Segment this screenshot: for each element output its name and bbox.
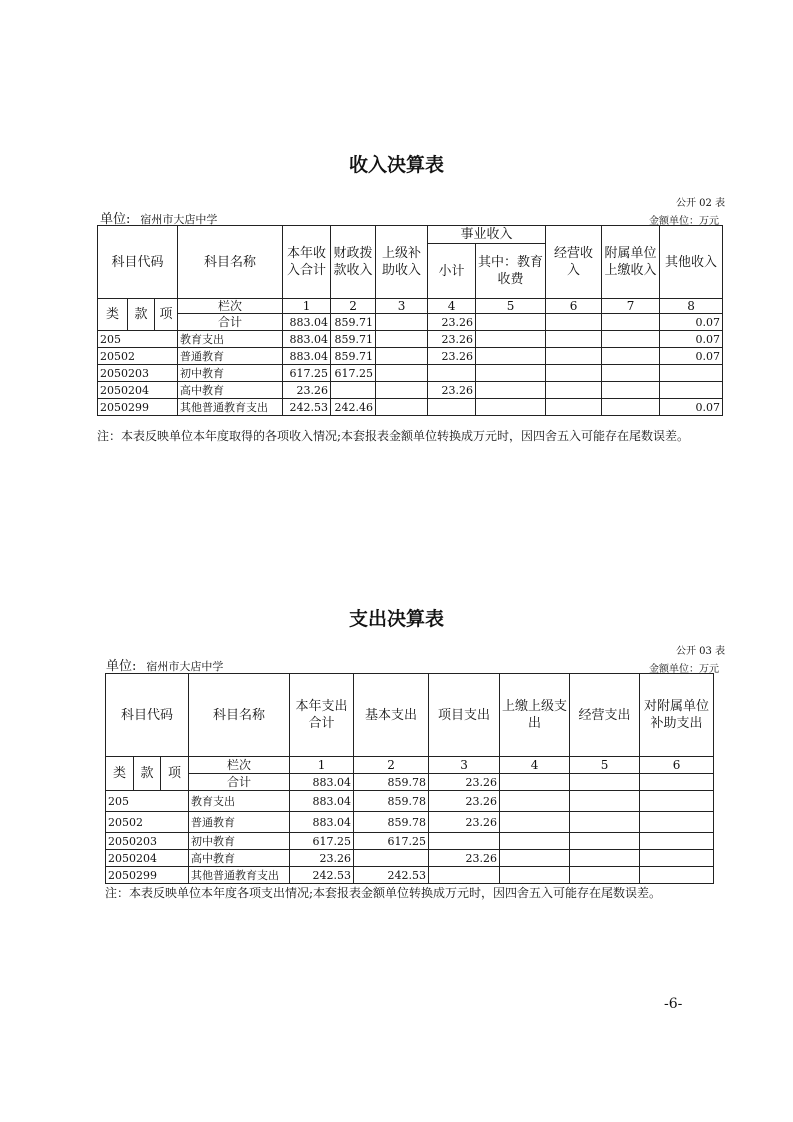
- income-unit-value: 宿州市大店中学: [140, 213, 218, 226]
- row-cell: [354, 850, 429, 867]
- row-cell: 242.46: [331, 399, 376, 416]
- row-cell: [546, 331, 602, 348]
- row-name: 初中教育: [178, 365, 283, 382]
- expense-sum-cell: [640, 774, 714, 791]
- row-cell: 883.04: [290, 791, 354, 812]
- expense-col-number: 4: [500, 757, 570, 774]
- row-cell: [570, 833, 640, 850]
- expense-header-upper: 上缴上级支出: [500, 674, 570, 757]
- row-cell: [570, 867, 640, 884]
- expense-col-number: 3: [429, 757, 500, 774]
- table-row: [98, 331, 723, 348]
- row-code: 205: [98, 331, 178, 348]
- income-title: 收入决算表: [348, 154, 444, 176]
- row-cell: 23.26: [283, 382, 331, 399]
- row-cell: [376, 399, 428, 416]
- expense-amount-unit: 金额单位：万元: [649, 664, 719, 675]
- expense-sum-cell: 23.26: [429, 774, 500, 791]
- expense-sum-cell: [500, 774, 570, 791]
- row-cell: [640, 791, 714, 812]
- row-cell: [602, 348, 660, 365]
- row-code: 205: [106, 791, 189, 812]
- row-cell: [428, 399, 476, 416]
- row-cell: [546, 348, 602, 365]
- expense-col-number: 2: [354, 757, 429, 774]
- row-cell: 23.26: [428, 382, 476, 399]
- row-cell: [476, 348, 546, 365]
- row-cell: 859.71: [331, 331, 376, 348]
- row-cell: 617.25: [290, 833, 354, 850]
- row-cell: [429, 867, 500, 884]
- income-col-number: 1: [283, 299, 331, 314]
- row-cell: [640, 833, 714, 850]
- expense-sum-cell: 859.78: [354, 774, 429, 791]
- row-cell: [602, 382, 660, 399]
- income-sum-cell: [602, 314, 660, 331]
- row-cell: [500, 850, 570, 867]
- expense-header-xiang: 项: [161, 757, 189, 791]
- income-amount-unit: 金额单位：万元: [649, 216, 719, 227]
- income-column-no-label: 栏次: [178, 299, 283, 314]
- expense-sum-cell: 883.04: [290, 774, 354, 791]
- row-code: 2050203: [106, 833, 189, 850]
- row-cell: [660, 382, 723, 399]
- income-col-number: 2: [331, 299, 376, 314]
- income-sum-cell: [376, 314, 428, 331]
- income-table: [97, 225, 723, 416]
- row-cell: [640, 812, 714, 833]
- row-cell: 859.78: [354, 812, 429, 833]
- income-col-number: 5: [476, 299, 546, 314]
- row-name: 其他普通教育支出: [189, 867, 290, 884]
- income-sum-cell: [546, 314, 602, 331]
- row-name: 教育支出: [189, 791, 290, 812]
- expense-header-name: 科目名称: [189, 674, 290, 757]
- income-sum-cell: 0.07: [660, 314, 723, 331]
- income-header-edu-fee: 其中：教育收费: [476, 244, 546, 299]
- expense-unit-value: 宿州市大店中学: [146, 660, 224, 673]
- table-row: [98, 382, 723, 399]
- expense-table-no: 公开 03 表: [676, 646, 726, 657]
- income-col-number: 8: [660, 299, 723, 314]
- row-cell: [546, 365, 602, 382]
- row-cell: [660, 365, 723, 382]
- row-name: 高中教育: [178, 382, 283, 399]
- expense-header-lei: 类: [106, 757, 134, 791]
- row-cell: 617.25: [331, 365, 376, 382]
- row-name: 教育支出: [178, 331, 283, 348]
- expense-header-operating: 经营支出: [570, 674, 640, 757]
- row-code: 2050204: [98, 382, 178, 399]
- row-cell: [500, 791, 570, 812]
- row-cell: 23.26: [429, 812, 500, 833]
- row-cell: 242.53: [354, 867, 429, 884]
- row-cell: [500, 812, 570, 833]
- income-header-subsidy: 上级补助收入: [376, 226, 428, 299]
- expense-header-total: 本年支出合计: [290, 674, 354, 757]
- income-sum-label: 合计: [178, 314, 283, 331]
- row-cell: 23.26: [429, 850, 500, 867]
- income-header-business: 事业收入: [428, 226, 546, 244]
- row-name: 其他普通教育支出: [178, 399, 283, 416]
- expense-note: 注：本表反映单位本年度各项支出情况;本套报表金额单位转换成万元时，因四舍五入可能存在尾数误差。: [105, 886, 662, 900]
- income-col-number: 7: [602, 299, 660, 314]
- row-cell: 242.53: [290, 867, 354, 884]
- row-cell: [602, 331, 660, 348]
- income-table-no: 公开 02 表: [676, 198, 726, 209]
- expense-title: 支出决算表: [348, 608, 444, 630]
- expense-table: [105, 673, 714, 884]
- income-header-affiliated: 附属单位上缴收入: [602, 226, 660, 299]
- income-sum-cell: 859.71: [331, 314, 376, 331]
- income-header-other: 其他收入: [660, 226, 723, 299]
- row-cell: 883.04: [290, 812, 354, 833]
- row-code: 2050299: [106, 867, 189, 884]
- row-name: 高中教育: [189, 850, 290, 867]
- table-row: [106, 850, 714, 867]
- row-cell: [376, 331, 428, 348]
- table-row: [98, 348, 723, 365]
- income-header-subtotal: 小计: [428, 244, 476, 299]
- row-cell: [376, 348, 428, 365]
- row-cell: [476, 399, 546, 416]
- row-cell: [376, 382, 428, 399]
- income-header-lei: 类: [98, 299, 128, 331]
- row-code: 20502: [106, 812, 189, 833]
- income-sum-cell: 883.04: [283, 314, 331, 331]
- row-cell: 0.07: [660, 399, 723, 416]
- expense-sum-label: 合计: [189, 774, 290, 791]
- page-number: -6-: [664, 996, 683, 1012]
- expense-unit-label: 单位:: [106, 659, 137, 674]
- row-cell: 859.71: [331, 348, 376, 365]
- row-cell: 242.53: [283, 399, 331, 416]
- row-cell: [376, 365, 428, 382]
- row-code: 2050204: [106, 850, 189, 867]
- expense-header-basic: 基本支出: [354, 674, 429, 757]
- expense-col-number: 6: [640, 757, 714, 774]
- row-code: 2050299: [98, 399, 178, 416]
- income-header-code: 科目代码: [98, 226, 178, 299]
- row-cell: [570, 812, 640, 833]
- row-cell: 617.25: [283, 365, 331, 382]
- expense-column-no-label: 栏次: [189, 757, 290, 774]
- row-name: 初中教育: [189, 833, 290, 850]
- row-cell: [476, 331, 546, 348]
- expense-header-kuan: 款: [134, 757, 161, 791]
- income-sum-cell: 23.26: [428, 314, 476, 331]
- row-name: 普通教育: [178, 348, 283, 365]
- expense-sum-cell: [570, 774, 640, 791]
- income-col-number: 6: [546, 299, 602, 314]
- row-cell: [640, 867, 714, 884]
- row-name: 普通教育: [189, 812, 290, 833]
- row-cell: 0.07: [660, 348, 723, 365]
- row-cell: [640, 850, 714, 867]
- row-cell: [570, 850, 640, 867]
- row-cell: 23.26: [428, 331, 476, 348]
- table-row: [98, 399, 723, 416]
- row-cell: 883.04: [283, 331, 331, 348]
- row-cell: [331, 382, 376, 399]
- row-cell: 23.26: [428, 348, 476, 365]
- income-header-kuan: 款: [128, 299, 155, 331]
- row-cell: [428, 365, 476, 382]
- row-cell: [570, 791, 640, 812]
- income-col-number: 3: [376, 299, 428, 314]
- row-cell: [476, 365, 546, 382]
- income-header-operating: 经营收入: [546, 226, 602, 299]
- expense-header-affiliated: 对附属单位补助支出: [640, 674, 714, 757]
- expense-unit: [106, 655, 223, 674]
- expense-col-number: 1: [290, 757, 354, 774]
- row-cell: 0.07: [660, 331, 723, 348]
- income-header-name: 科目名称: [178, 226, 283, 299]
- income-sum-cell: [476, 314, 546, 331]
- income-header-fiscal: 财政拨款收入: [331, 226, 376, 299]
- row-cell: [602, 399, 660, 416]
- expense-header-project: 项目支出: [429, 674, 500, 757]
- income-col-number: 4: [428, 299, 476, 314]
- table-row: [98, 365, 723, 382]
- row-cell: [500, 833, 570, 850]
- expense-col-number: 5: [570, 757, 640, 774]
- row-cell: [429, 833, 500, 850]
- table-row: [106, 812, 714, 833]
- row-cell: [602, 365, 660, 382]
- row-cell: 859.78: [354, 791, 429, 812]
- row-cell: 883.04: [283, 348, 331, 365]
- table-row: [106, 867, 714, 884]
- row-code: 20502: [98, 348, 178, 365]
- income-unit-label: 单位:: [100, 212, 131, 227]
- row-cell: [546, 382, 602, 399]
- row-code: 2050203: [98, 365, 178, 382]
- table-row: [106, 833, 714, 850]
- row-cell: [476, 382, 546, 399]
- row-cell: 23.26: [429, 791, 500, 812]
- table-row: [106, 791, 714, 812]
- income-header-xiang: 项: [155, 299, 178, 331]
- income-note: 注：本表反映单位本年度取得的各项收入情况;本套报表金额单位转换成万元时，因四舍五入可能存在尾数误差。: [97, 429, 690, 443]
- row-cell: [546, 399, 602, 416]
- income-header-total: 本年收入合计: [283, 226, 331, 299]
- row-cell: [500, 867, 570, 884]
- expense-header-code: 科目代码: [106, 674, 189, 757]
- row-cell: 23.26: [290, 850, 354, 867]
- row-cell: 617.25: [354, 833, 429, 850]
